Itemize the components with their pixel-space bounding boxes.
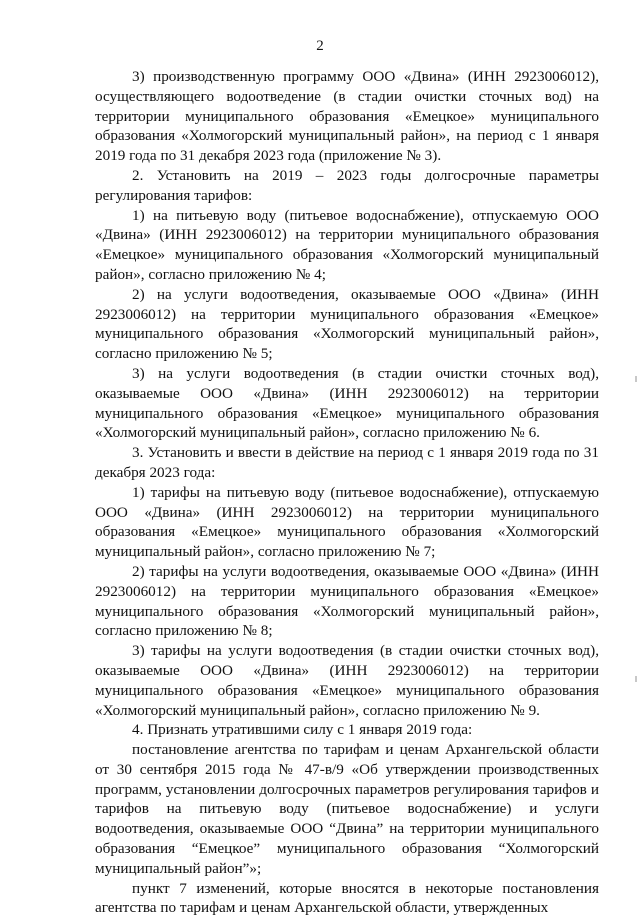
paragraph-item-4-heading: 4. Признать утратившими силу с 1 января 2019 года:	[132, 721, 473, 739]
paragraph-production-program-3: 3) производственную программу ООО «Двина» (ИНН 2923006012), осуществляющего водоотведение (в стадии очистки сточных вод) на территории муниципального образования «Емецкое» муниципального образования «Холмогорский муниципальный район», на период с 1 января 2019 года по 31 декабря 2023 года (приложение № 3).	[95, 68, 599, 165]
paragraph-tariff-drinking-water: 1) тарифы на питьевую воду (питьевое водоснабжение), отпускаемую ООО «Двина» (ИНН 2923006012) на территории муниципального образования «Емецкое» муниципального образования «Холмогорский муниципальный район», согласно приложению № 7;	[95, 483, 599, 561]
paragraph-item-3-heading: 3. Установить и ввести в действие на период с 1 января 2019 года по 31 декабря 2023 года:	[95, 444, 599, 481]
paragraph-repealed-resolution: постановление агентства по тарифам и ценам Архангельской области от 30 сентября 2015 года № 47-в/9 «Об утверждении производственных программ, установлении долгосрочных параметров регулирования тарифов и тарифов на питьевую воду (питьевое водоснабжение) и услуги водоотведения, оказываемые ООО “Двина” на территории муниципального образования “Емецкое” муниципального образования “Холмогорский муниципальный район”»;	[95, 741, 599, 877]
scan-artifact-mark	[635, 376, 637, 382]
paragraph-param-wastewater: 2) на услуги водоотведения, оказываемые ООО «Двина» (ИНН 2923006012) на территории муниципального образования «Емецкое» муниципального образования «Холмогорский муниципальный район», согласно приложению № 5;	[95, 285, 599, 363]
paragraph-param-drinking-water: 1) на питьевую воду (питьевое водоснабжение), отпускаемую ООО «Двина» (ИНН 2923006012) на территории муниципального образования «Емецкое» муниципального образования «Холмогорский муниципальный район», согласно приложению № 4;	[95, 206, 599, 283]
page-number: 2	[316, 38, 324, 54]
document-body	[95, 67, 599, 918]
paragraph-repealed-clause-7: пункт 7 изменений, которые вносятся в некоторые постановления агентства по тарифам и ценам Архангельской области, утвержденных	[95, 879, 599, 917]
paragraph-param-wastewater-treatment: 3) на услуги водоотведения (в стадии очистки сточных вод), оказываемые ООО «Двина» (ИНН 2923006012) на территории муниципального образования «Емецкое» муниципального образования «Холмогорский муниципальный район», согласно приложению № 6.	[95, 364, 599, 442]
paragraph-item-2-heading: 2. Установить на 2019 – 2023 годы долгосрочные параметры регулирования тарифов:	[95, 166, 599, 204]
paragraph-tariff-wastewater: 2) тарифы на услуги водоотведения, оказываемые ООО «Двина» (ИНН 2923006012) на территории муниципального образования «Емецкое» муниципального образования «Холмогорский муниципальный район», согласно приложению № 8;	[95, 562, 599, 640]
scan-artifact-mark	[635, 676, 637, 682]
paragraph-tariff-wastewater-treatment: 3) тарифы на услуги водоотведения (в стадии очистки сточных вод), оказываемые ООО «Двина» (ИНН 2923006012) на территории муниципального образования «Емецкое» муниципального образования «Холмогорский муниципальный район», согласно приложению № 9.	[95, 642, 599, 719]
